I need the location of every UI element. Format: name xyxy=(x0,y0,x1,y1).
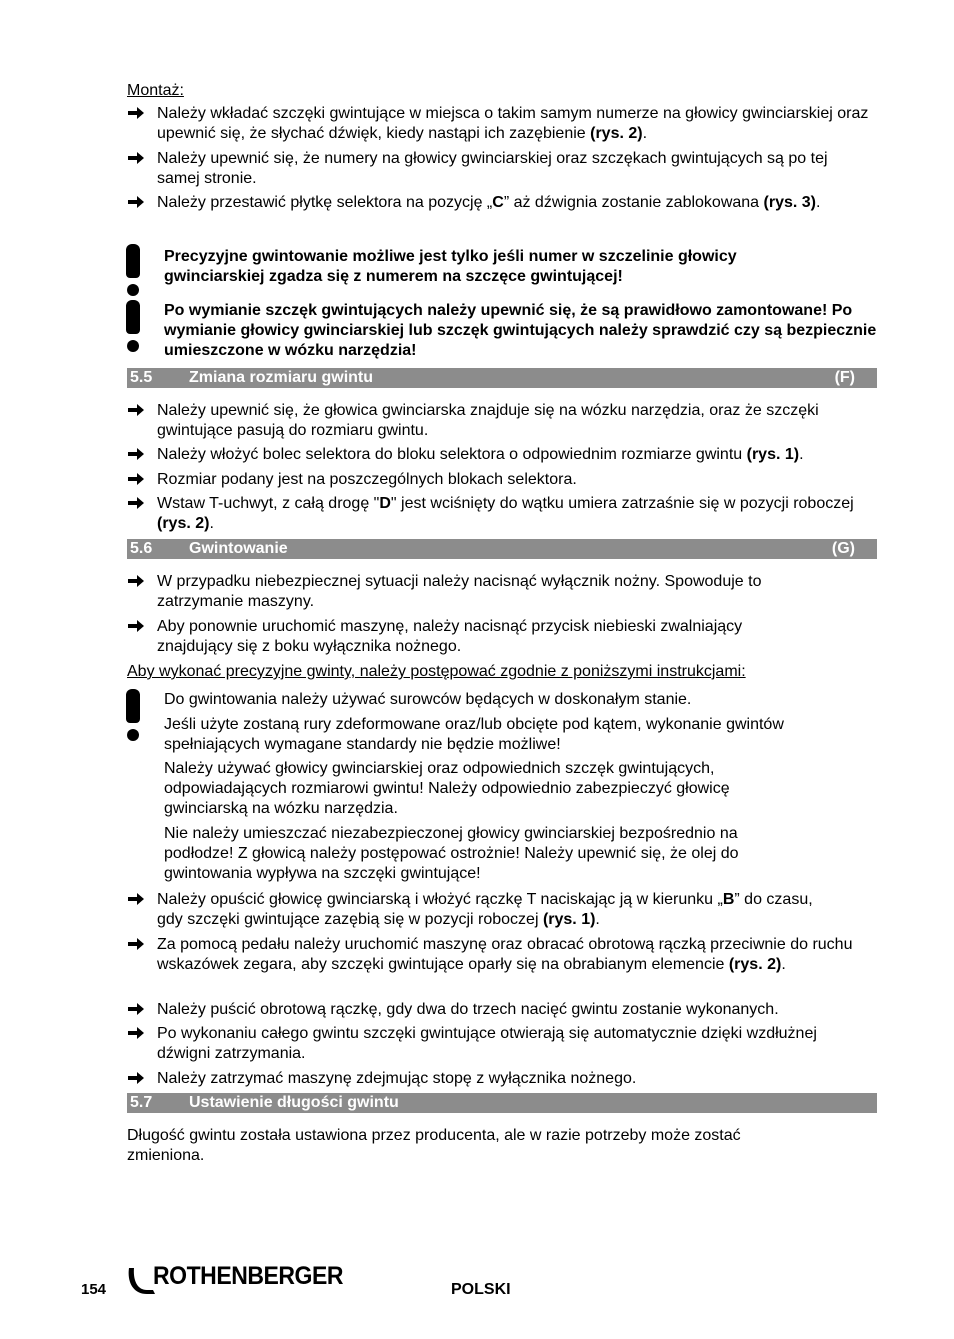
arrow-right-icon xyxy=(127,1002,145,1016)
note-3: Należy używać głowicy gwinciarskiej oraz odpowiednich szczęk gwintujących, odpowiadających rozmiarowi gwintu! Należy odpowiednio zabezpieczyć głowicę gwinciarską na wózku narzędzia. xyxy=(164,760,730,817)
section56-item-4: Za pomocą pedału należy uruchomić maszynę oraz obracać obrotową rączką przeciwnie do ruchu wskazówek zegara, aby szczęki gwintujące oparły się na obrabianym elemencie (rys. 2). xyxy=(157,936,853,973)
precise-threads-heading: Aby wykonać precyzyjne gwinty, należy postępować zgodnie z poniższymi instrukcjami: xyxy=(127,663,746,680)
warning-replacement: Po wymianie szczęk gwintujących należy upewnić się, że są prawidłowo zamontowane! Po wymianie głowicy gwinciarskiej lub szczęk gwintujących należy sprawdzić czy są bezpiecznie umieszczone w wózku narzędzia! xyxy=(164,302,877,359)
arrow-right-icon xyxy=(127,1026,145,1040)
arrow-right-icon xyxy=(127,106,145,120)
arrow-right-icon xyxy=(127,447,145,461)
language-label: POLSKI xyxy=(451,1281,511,1298)
assembly-item-1: Należy wkładać szczęki gwintujące w miejsca o takim samym numerze na głowicy gwinciarskiej oraz upewnić się, że słychać dźwięk, kiedy nastąpi ich zazębienie (rys. 2). xyxy=(157,105,869,142)
warning-precision: Precyzyjne gwintowanie możliwe jest tylko jeśli numer w szczelinie głowicy gwinciarskiej zgadza się z numerem na szczęce gwintującej! xyxy=(164,248,737,285)
section56-item-6: Po wykonaniu całego gwintu szczęki gwintujące otwierają się automatycznie dzięki wzdłużnej dźwigni zatrzymania. xyxy=(157,1025,817,1062)
section-header-5-7: 5.7 Ustawienie długości gwintu xyxy=(127,1093,877,1113)
section55-item-1: Należy upewnić się, że głowica gwinciarska znajduje się na wózku narzędzia, oraz że szczęki gwintujące pasują do rozmiaru gwintu. xyxy=(157,402,819,439)
arrow-right-icon xyxy=(127,151,145,165)
arrow-right-icon xyxy=(127,403,145,417)
section56-item-7: Należy zatrzymać maszynę zdejmując stopę z wyłącznika nożnego. xyxy=(157,1070,637,1087)
section56-item-2: Aby ponownie uruchomić maszynę, należy nacisnąć przycisk niebieski zwalniający znajdujący się z boku wyłącznika nożnego. xyxy=(157,618,743,655)
arrow-right-icon xyxy=(127,195,145,209)
section57-body: Długość gwintu została ustawiona przez producenta, ale w razie potrzeby może zostać zmieniona. xyxy=(127,1127,741,1164)
section56-item-3: Należy opuścić głowicę gwinciarską i włożyć rączkę T naciskając ją w kierunku „B” do czasu, gdy szczęki gwintujące zazębią się w pozycji roboczej (rys. 1). xyxy=(157,891,813,928)
brand-logo: ROTHENBERGER xyxy=(125,1262,365,1298)
note-2: Jeśli użyte zostaną rury zdeformowane oraz/lub obcięte pod kątem, wykonanie gwintów spełniających wymagane standardy nie będzie możliwe! xyxy=(164,716,784,753)
note-4: Nie należy umieszczać niezabezpieczonej głowicy gwinciarskiej bezpośrednio na podłodze! Z głowicą należy postępować ostrożnie! Należy upewnić się, że olej do gwintowania wypływa na szczęki gwintujące! xyxy=(164,825,739,882)
section56-item-5: Należy puścić obrotową rączkę, gdy dwa do trzech nacięć gwintu zostanie wykonanych. xyxy=(157,1001,779,1018)
note-1: Do gwintowania należy używać surowców będących w doskonałym stanie. xyxy=(164,691,692,708)
assembly-item-3: Należy przestawić płytkę selektora na pozycję „C” aż dźwignia zostanie zablokowana (rys. 3). xyxy=(157,194,821,211)
assembly-item-2: Należy upewnić się, że numery na głowicy gwinciarskiej oraz szczękach gwintujących są po tej samej stronie. xyxy=(157,150,828,187)
arrow-right-icon xyxy=(127,892,145,906)
page-number: 154 xyxy=(81,1281,107,1298)
arrow-right-icon xyxy=(127,574,145,588)
section56-item-1: W przypadku niebezpiecznej sytuacji należy nacisnąć wyłącznik nożny. Spowoduje to zatrzymanie maszyny. xyxy=(157,573,762,610)
section55-item-2: Należy włożyć bolec selektora do bloku selektora o odpowiednim rozmiarze gwintu (rys. 1). xyxy=(157,446,804,463)
assembly-heading: Montaż: xyxy=(127,82,184,99)
arrow-right-icon xyxy=(127,937,145,951)
arrow-right-icon xyxy=(127,619,145,633)
section55-item-3: Rozmiar podany jest na poszczególnych blokach selektora. xyxy=(157,471,577,488)
arrow-right-icon xyxy=(127,496,145,510)
section-header-5-6: 5.6 Gwintowanie (G) xyxy=(127,539,877,559)
section55-item-4: Wstaw T-uchwyt, z całą drogę "D" jest wciśnięty do wątku umiera zatrzaśnie się w pozycji roboczej (rys. 2). xyxy=(157,495,854,532)
arrow-right-icon xyxy=(127,472,145,486)
section-header-5-5: 5.5 Zmiana rozmiaru gwintu (F) xyxy=(127,368,877,388)
arrow-right-icon xyxy=(127,1071,145,1085)
